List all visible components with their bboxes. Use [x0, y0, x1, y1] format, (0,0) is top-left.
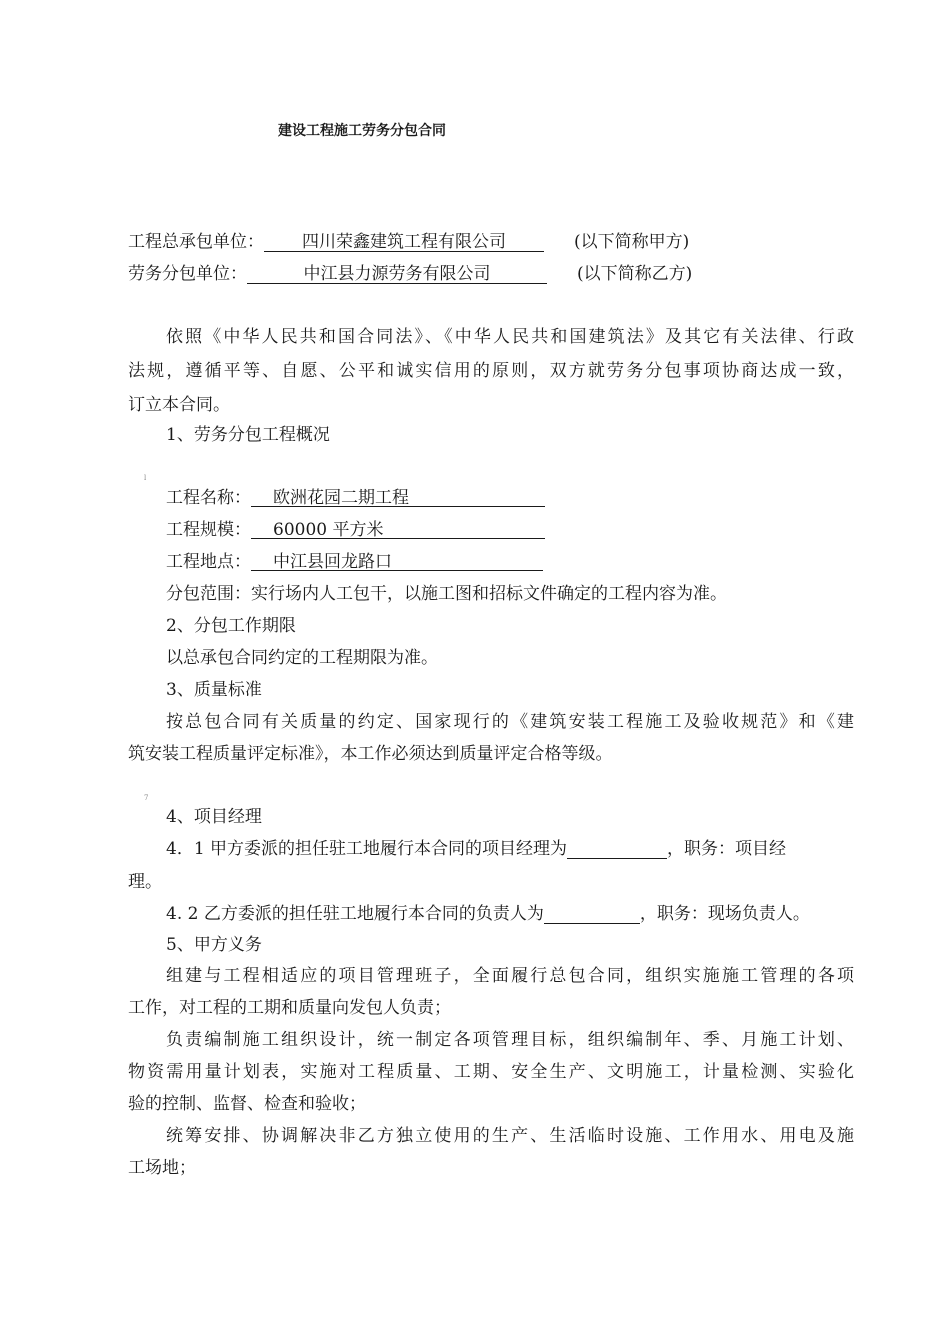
section-5-p3-line-1: 统筹安排、协调解决非乙方独立使用的生产、生活临时设施、工作用水、用电及施: [166, 1126, 854, 1146]
section-5-heading: 5、甲方义务: [166, 935, 262, 955]
party-b-line: [128, 264, 692, 284]
project-manager-blank: [567, 839, 667, 859]
section-4-item-2: [166, 904, 810, 924]
project-site-label: 工程地点：: [166, 552, 251, 572]
party-a-name: 四川荣鑫建筑工程有限公司: [302, 232, 506, 252]
party-a-name-field: [264, 232, 544, 252]
party-a-line: [128, 232, 689, 252]
section-5-p3-line-2: 工场地；: [128, 1158, 196, 1178]
section-4-item-1-cont: 理。: [128, 872, 162, 892]
document-title: 建设工程施工劳务分包合同: [278, 123, 446, 139]
party-b-label: 劳务分包单位：: [128, 264, 247, 284]
preamble-line-2: 法规，遵循平等、自愿、公平和诚实信用的原则，双方就劳务分包事项协商达成一致，: [128, 361, 854, 381]
project-scale-value: 60000 平方米: [273, 520, 384, 540]
project-name-field: [251, 488, 545, 507]
party-b-name-field: [247, 264, 547, 284]
section-3-line-2: 筑安装工程质量评定标准》，本工作必须达到质量评定合格等级。: [128, 744, 613, 764]
section-2-body: 以总承包合同约定的工程期限为准。: [166, 648, 438, 668]
section-3-line-1: 按总包合同有关质量的约定、国家现行的《建筑安装工程施工及验收规范》和《建: [166, 712, 854, 732]
margin-mark: 7: [144, 794, 149, 802]
project-name-line: [166, 488, 545, 508]
project-name-label: 工程名称：: [166, 488, 251, 508]
margin-mark: l: [144, 474, 147, 482]
section-1-heading: 1、劳务分包工程概况: [166, 425, 330, 445]
section-5-p1-line-2: 工作，对工程的工期和质量向发包人负责；: [128, 998, 451, 1018]
preamble-line-1: 依照《中华人民共和国合同法》、《中华人民共和国建筑法》及其它有关法律、行政: [166, 327, 854, 347]
section-4-item-1: [166, 839, 786, 859]
item-2-text-a: 4. 2 乙方委派的担任驻工地履行本合同的负责人为: [166, 904, 544, 924]
section-2-heading: 2、分包工作期限: [166, 616, 296, 636]
party-a-note: (以下简称甲方): [574, 232, 690, 252]
section-3-heading: 3、质量标准: [166, 680, 262, 700]
project-name-value: 欧洲花园二期工程: [273, 488, 409, 508]
item-1-text-b: ，职务：项目经: [667, 839, 787, 859]
project-scale-field: [251, 520, 545, 539]
item-2-text-b: ，职务：现场负责人。: [639, 904, 810, 924]
project-scale-label: 工程规模：: [166, 520, 251, 540]
site-leader-blank: [544, 904, 640, 924]
party-b-name: 中江县力源劳务有限公司: [303, 264, 491, 284]
section-5-p2-line-3: 验的控制、监督、检查和验收；: [128, 1094, 366, 1114]
party-a-label: 工程总承包单位：: [128, 232, 264, 252]
project-scale-line: [166, 520, 545, 540]
preamble-line-3: 订立本合同。: [128, 395, 230, 415]
section-5-p2-line-2: 物资需用量计划表，实施对工程质量、工期、安全生产、文明施工，计量检测、实验化: [128, 1062, 854, 1082]
item-1-text-a: 4．1 甲方委派的担任驻工地履行本合同的项目经理为: [166, 839, 568, 859]
project-site-value: 中江县回龙路口: [273, 552, 392, 572]
section-5-p1-line-1: 组建与工程相适应的项目管理班子，全面履行总包合同，组织实施施工管理的各项: [166, 966, 854, 986]
subcontract-scope: 分包范围：实行场内人工包干，以施工图和招标文件确定的工程内容为准。: [166, 584, 727, 604]
section-4-heading: 4、项目经理: [166, 807, 262, 827]
section-5-p2-line-1: 负责编制施工组织设计，统一制定各项管理目标，组织编制年、季、月施工计划、: [166, 1030, 854, 1050]
party-b-note: (以下简称乙方): [577, 264, 693, 284]
project-site-field: [251, 552, 543, 571]
project-site-line: [166, 552, 543, 572]
